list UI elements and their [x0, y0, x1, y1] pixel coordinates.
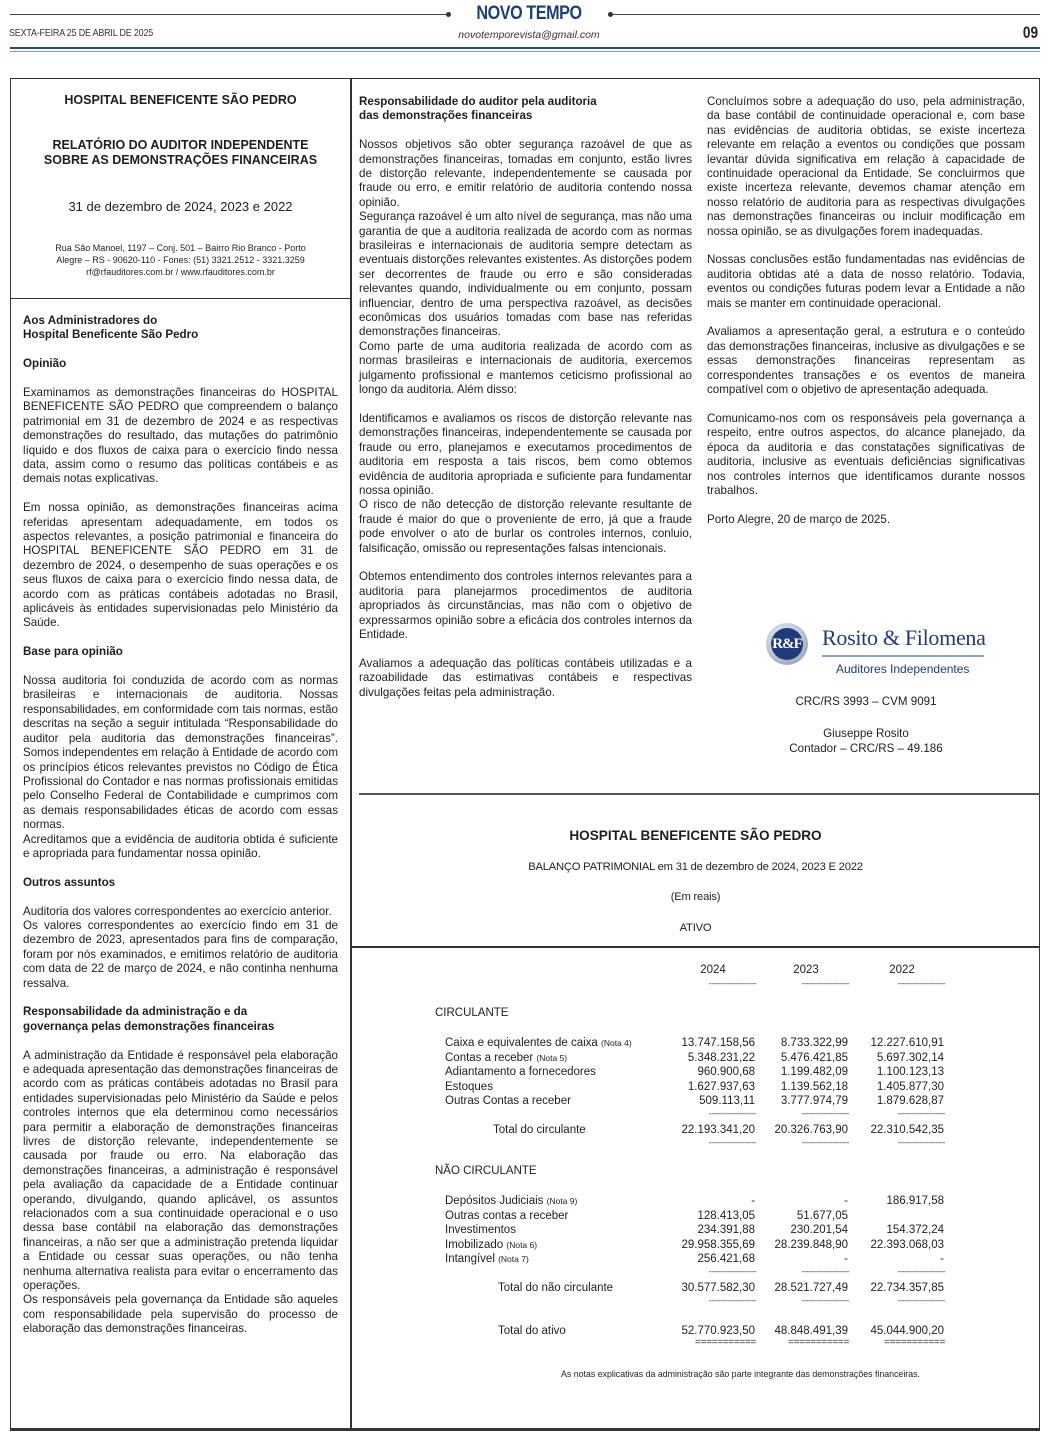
row-label: Intangível (Nota 7)	[445, 1253, 529, 1265]
paragraph: Acreditamos que a evidência de auditoria obtida é suficiente e apropriada para fundamentar nossa opinião.	[23, 832, 338, 860]
row-label: Caixa e equivalentes de caixa (Nota 4)	[445, 1037, 632, 1049]
paragraph: Nossos objetivos são obter segurança razoável de que as demonstrações financeiras, tomadas em conjunto, estão livres de distorção relevante, independentemente se causada por fraude ou erro, e emitir relatório de auditoria contendo nossa opinião.	[359, 138, 692, 209]
paragraph: Concluímos sobre a adequação do uso, pela administração, da base contábil de continuidade operacional e, com base nas evidências de auditoria obtidas, se existe incerteza relevante em relação a eventos ou condições que possam levantar dúvida significativa em relação à capacidade de continuidade operacional da Entidade. Se concluirmos que existe incerteza relevante, devemos chamar atenção em nosso relatório de auditoria para as respectivas divulgações nas demonstrações financeiras ou incluir modificação em nossa opinião, se as divulgações forem inadequadas.	[707, 95, 1025, 238]
heading-resp-auditor: Responsabilidade do auditor pela auditoria das demonstrações financeiras	[359, 95, 597, 123]
balance-sheet-side: ATIVO	[679, 922, 712, 934]
header-underline: -------------------- -------------------- --------------------	[708, 979, 945, 988]
row-label: Outras Contas a receber	[445, 1095, 571, 1107]
auditor-logo	[766, 621, 986, 681]
total-row-circulante: Total do circulante 22.193.341,20 20.326.763,90 22.310.542,35	[493, 1124, 944, 1136]
row-label: Estoques	[445, 1080, 493, 1093]
balance-sheet-unit: (Em reais)	[670, 891, 721, 903]
table-row: Investimentos 234.391,88 230.201,54 154.372,24	[445, 1224, 944, 1236]
subtotal-rule: -------------------- -------------------- --------------------	[708, 1138, 945, 1147]
section-nao-circulante: NÃO CIRCULANTE	[435, 1165, 537, 1177]
paragraph: Avaliamos a adequação das políticas contábeis utilizadas e a razoabilidade das estimativas contábeis e respectivas divulgações feitas pela administração.	[359, 656, 692, 699]
grand-total-rule: =========== =========== ===========	[695, 1337, 945, 1348]
paragraph: Os responsáveis pela governança da Entidade são aqueles com responsabilidade pela supervisão do processo de elaboração das demonstrações financeiras.	[23, 1293, 338, 1336]
heading-base: Base para opinião	[23, 645, 123, 659]
table-row: Outras Contas a receber 509.113,11 3.777.974,79 1.879.628,87	[445, 1095, 944, 1107]
paragraph: Auditoria dos valores correspondentes ao exercício anterior.	[23, 904, 332, 918]
paragraph: Obtemos entendimento dos controles internos relevantes para a auditoria para planejarmos procedimentos de auditoria apropriados às circunstâncias, mas não com o objetivo de expressarmos opinião sobre a eficácia dos controles internos da Entidade.	[359, 570, 692, 641]
row-label: Total do ativo	[498, 1325, 566, 1337]
table-row: Contas a receber (Nota 5) 5.348.231,22 5.476.421,85 5.697.302,14	[445, 1051, 944, 1064]
paragraph: Avaliamos a apresentação geral, a estrutura e o conteúdo das demonstrações financeiras, inclusive as divulgações e se essas demonstrações financeiras representam as correspondentes transações e os eventos de maneira compatível com o objetivo de apresentação adequada.	[707, 325, 1025, 397]
report-title-line: RELATÓRIO DO AUDITOR INDEPENDENTE	[52, 138, 309, 152]
masthead	[0, 0, 1058, 52]
balance-sheet-top-rule	[359, 793, 1040, 795]
logo-monogram: R&F	[771, 628, 803, 660]
total-row-ativo: Total do ativo 52.770.923,50 48.848.491,39 45.044.900,20	[498, 1325, 944, 1337]
report-period: 31 de dezembro de 2024, 2023 e 2022	[68, 199, 293, 214]
report-title	[11, 138, 350, 168]
table-row: Depósitos Judiciais (Nota 9) - - 186.917,58	[445, 1195, 944, 1207]
address-line: Rua São Manoel, 1197 – Conj. 501 – Bairro Rio Branco - Porto	[55, 243, 306, 253]
subtotal-rule: -------------------- -------------------- --------------------	[708, 1296, 945, 1305]
row-label: Adiantamento a fornecedores	[445, 1066, 596, 1078]
paragraph: Comunicamo-nos com os responsáveis pela governança a respeito, entre outros aspectos, do alcance planejado, da época da auditoria e das constatações significativas de auditoria, inclusive as eventuais deficiências significativas nos controles internos que identificamos durante nossos trabalhos.	[707, 411, 1025, 497]
row-label: Total do não circulante	[498, 1282, 614, 1294]
paragraph: Como parte de uma auditoria realizada de acordo com as normas brasileiras e internacionais de auditoria, exercemos julgamento profissional e mantemos ceticismo profissional ao longo da auditoria. Além disso:	[359, 339, 692, 397]
paragraph: Nossa auditoria foi conduzida de acordo com as normas brasileiras e internacionais de auditoria. Nossas responsabilidades, em conformidade com tais normas, estão descritas na seção a seguir intitulada “Responsabilidade do auditor pela auditoria das demonstrações financeiras”. Somos independentes em relação à Entidade de acordo com os princípios éticos relevantes previstos no Código de Ética Profissional do Contador e nas normas profissionais emitidas pelo Conselho Federal de Contabilidade e cumprimos com as demais responsabilidades éticas de acordo com essas normas.	[23, 674, 338, 832]
salutation: Aos Administradores do Hospital Beneficente São Pedro	[23, 314, 199, 342]
paragraph: Os valores correspondentes ao exercício findo em 31 de dezembro de 2023, apresentados para fins de comparação, foram por nós examinados, e emitimos relatório de auditoria com data de 22 de março de 2024, e não continha nenhuma ressalva.	[23, 918, 338, 990]
row-label: Investimentos	[445, 1224, 516, 1236]
address-contact: rf@rfauditores.com.br / www.rfauditores.com.br	[86, 267, 275, 277]
row-label: Imobilizado (Nota 6)	[445, 1238, 538, 1251]
report-entity-title: HOSPITAL BENEFICENTE SÃO PEDRO	[64, 93, 297, 107]
table-row: Imobilizado (Nota 6) 29.958.355,69 28.239.848,90 22.393.068,03	[445, 1238, 944, 1251]
auditor-address	[11, 242, 350, 278]
paragraph: Nossas conclusões estão fundamentadas nas evidências de auditoria obtidas até a data de nosso relatório. Todavia, eventos ou condições futuras podem levar a Entidade a não mais se manter em continuidade operacional.	[707, 253, 1025, 310]
paragraph: Segurança razoável é um alto nível de segurança, mas não uma garantia de que a auditoria realizada de acordo com as normas brasileiras e internacionais de auditoria sempre detectam as eventuais distorções relevantes existentes. As distorções podem ser decorrentes de fraude ou erro e são consideradas relevantes quando, individualmente ou em conjunto, possam influenciar, dentro de uma perspectiva razoável, as decisões econômicas dos usuários tomadas com base nas referidas demonstrações financeiras.	[359, 210, 692, 339]
row-label: Depósitos Judiciais (Nota 9)	[445, 1195, 578, 1207]
balance-sheet-entity: HOSPITAL BENEFICENTE SÃO PEDRO	[569, 827, 822, 843]
column-3-text	[707, 95, 1025, 527]
logo-divider	[822, 655, 984, 657]
address-line: Alegre – RS - 90620-110 - Fones: (51) 3321.2512 - 3321.3259	[56, 255, 305, 265]
column-header-2024: 2024	[700, 964, 726, 976]
logo-firm-name: Rosito & Filomena	[822, 625, 986, 650]
subtotal-rule: -------------------- -------------------- --------------------	[708, 1267, 945, 1276]
section-circulante: CIRCULANTE	[435, 1007, 509, 1019]
masthead-double-rule	[10, 47, 1040, 52]
issue-date: SEXTA-FEIRA 25 DE ABRIL DE 2025	[9, 27, 154, 39]
column-1-text	[23, 314, 338, 1337]
report-header	[11, 79, 350, 299]
column-header-2023: 2023	[793, 964, 819, 976]
balance-sheet-header-rule	[351, 946, 1040, 948]
table-row: Estoques 1.627.937,63 1.139.562,18 1.405.877,30	[445, 1080, 944, 1093]
signer-block	[707, 726, 1025, 756]
column-divider	[350, 78, 352, 1431]
logo-tagline: Auditores Independentes	[836, 662, 970, 676]
balance-sheet-title: BALANÇO PATRIMONIAL em 31 de dezembro de 2024, 2023 E 2022	[528, 861, 863, 873]
place-date: Porto Alegre, 20 de março de 2025.	[707, 512, 891, 526]
signer-title: Contador – CRC/RS – 49.186	[789, 742, 943, 755]
table-row: Intangível (Nota 7) 256.421,68 - -	[445, 1253, 944, 1265]
table-row: Outras contas a receber 128.413,05 51.677,05	[445, 1209, 848, 1222]
subtotal-rule: -------------------- -------------------- --------------------	[708, 1109, 945, 1118]
balance-sheet-footnote: As notas explicativas da administração são parte integrante das demonstrações financeiras.	[561, 1369, 920, 1379]
total-row-nao-circulante: Total do não circulante 30.577.582,30 28.521.727,49 22.734.357,85	[498, 1282, 944, 1294]
row-label: Outras contas a receber	[445, 1209, 569, 1222]
contact-email: novotemporevista@gmail.com	[458, 29, 600, 41]
heading-opiniao: Opinião	[23, 357, 67, 371]
heading-resp-adm: Responsabilidade da administração e da governança pelas demonstrações financeiras	[23, 1005, 275, 1033]
paragraph: O risco de não detecção de distorção relevante resultante de fraude é maior do que o proveniente de erro, já que a fraude pode envolver o ato de burlar os controles internos, conluio, falsificação, omissão ou representações falsas intencionais.	[359, 498, 692, 555]
report-title-line: SOBRE AS DEMONSTRAÇÕES FINANCEIRAS	[43, 153, 318, 167]
column-header-2022: 2022	[889, 964, 915, 976]
signer-name: Giuseppe Rosito	[823, 727, 909, 740]
table-header-row	[420, 963, 960, 977]
masthead-rule-right	[612, 14, 1040, 15]
column-2-text	[359, 95, 692, 700]
row-label: Contas a receber (Nota 5)	[445, 1051, 568, 1064]
paragraph: Em nossa opinião, as demonstrações financeiras acima referidas apresentam adequadamente, em todos os aspectos relevantes, a posição patrimonial e financeira do HOSPITAL BENEFICENTE SÃO PEDRO em 31 de dezembro de 2024, o desempenho de suas operações e os seus fluxos de caixa para o exercício findo nessa data, de acordo com as práticas contábeis adotadas no Brasil, aplicáveis às entidades supervisionadas pelo Ministério da Saúde.	[23, 501, 338, 630]
heading-outros: Outros assuntos	[23, 875, 116, 889]
table-row: Adiantamento a fornecedores 960.900,68 1.199.482,09 1.100.123,13	[445, 1066, 944, 1078]
page-number: 09	[1022, 23, 1039, 42]
newspaper-brand: NOVO TEMPO	[476, 3, 582, 24]
paragraph: Identificamos e avaliamos os riscos de distorção relevante nas demonstrações financeiras, independentemente se causada por fraude ou erro, planejamos e executamos procedimentos de auditoria em resposta a tais riscos, bem como obtemos evidência de auditoria apropriada e suficiente para fundamentar nossa opinião.	[359, 411, 692, 497]
firm-registration: CRC/RS 3993 – CVM 9091	[795, 695, 937, 708]
row-label: Total do circulante	[493, 1124, 586, 1136]
rf-badge-icon	[766, 623, 808, 665]
paragraph: A administração da Entidade é responsável pela elaboração e adequada apresentação das demonstrações financeiras de acordo com as práticas contábeis adotadas no Brasil para entidades supervisionadas pelo Ministério da Saúde e pelos controles internos que ela determinou como necessários para permitir a elaboração de demonstrações financeiras livres de distorção relevante, independentemente se causada por fraude ou erro. Na elaboração das demonstrações financeiras, a administração é responsável pela avaliação da capacidade de a Entidade continuar operando, divulgando, quando aplicável, os assuntos relacionados com a sua continuidade operacional e o uso dessa base contábil na elaboração das demonstrações financeiras, a não ser que a administração pretenda liquidar a Entidade ou cessar suas operações, ou não tenha nenhuma alternativa realista para evitar o encerramento das operações.	[23, 1048, 338, 1293]
table-row: Caixa e equivalentes de caixa (Nota 4) 13.747.158,56 8.733.322,99 12.227.610,91	[445, 1037, 944, 1049]
paragraph: Examinamos as demonstrações financeiras do HOSPITAL BENEFICENTE SÃO PEDRO que compreendem o balanço patrimonial em 31 de dezembro de 2024 e as respectivas demonstrações do resultado, das mutações do patrimônio líquido e dos fluxos de caixa para o exercício findo nessa data, assim como o resumo das políticas contábeis e as demais notas explicativas.	[23, 386, 338, 486]
